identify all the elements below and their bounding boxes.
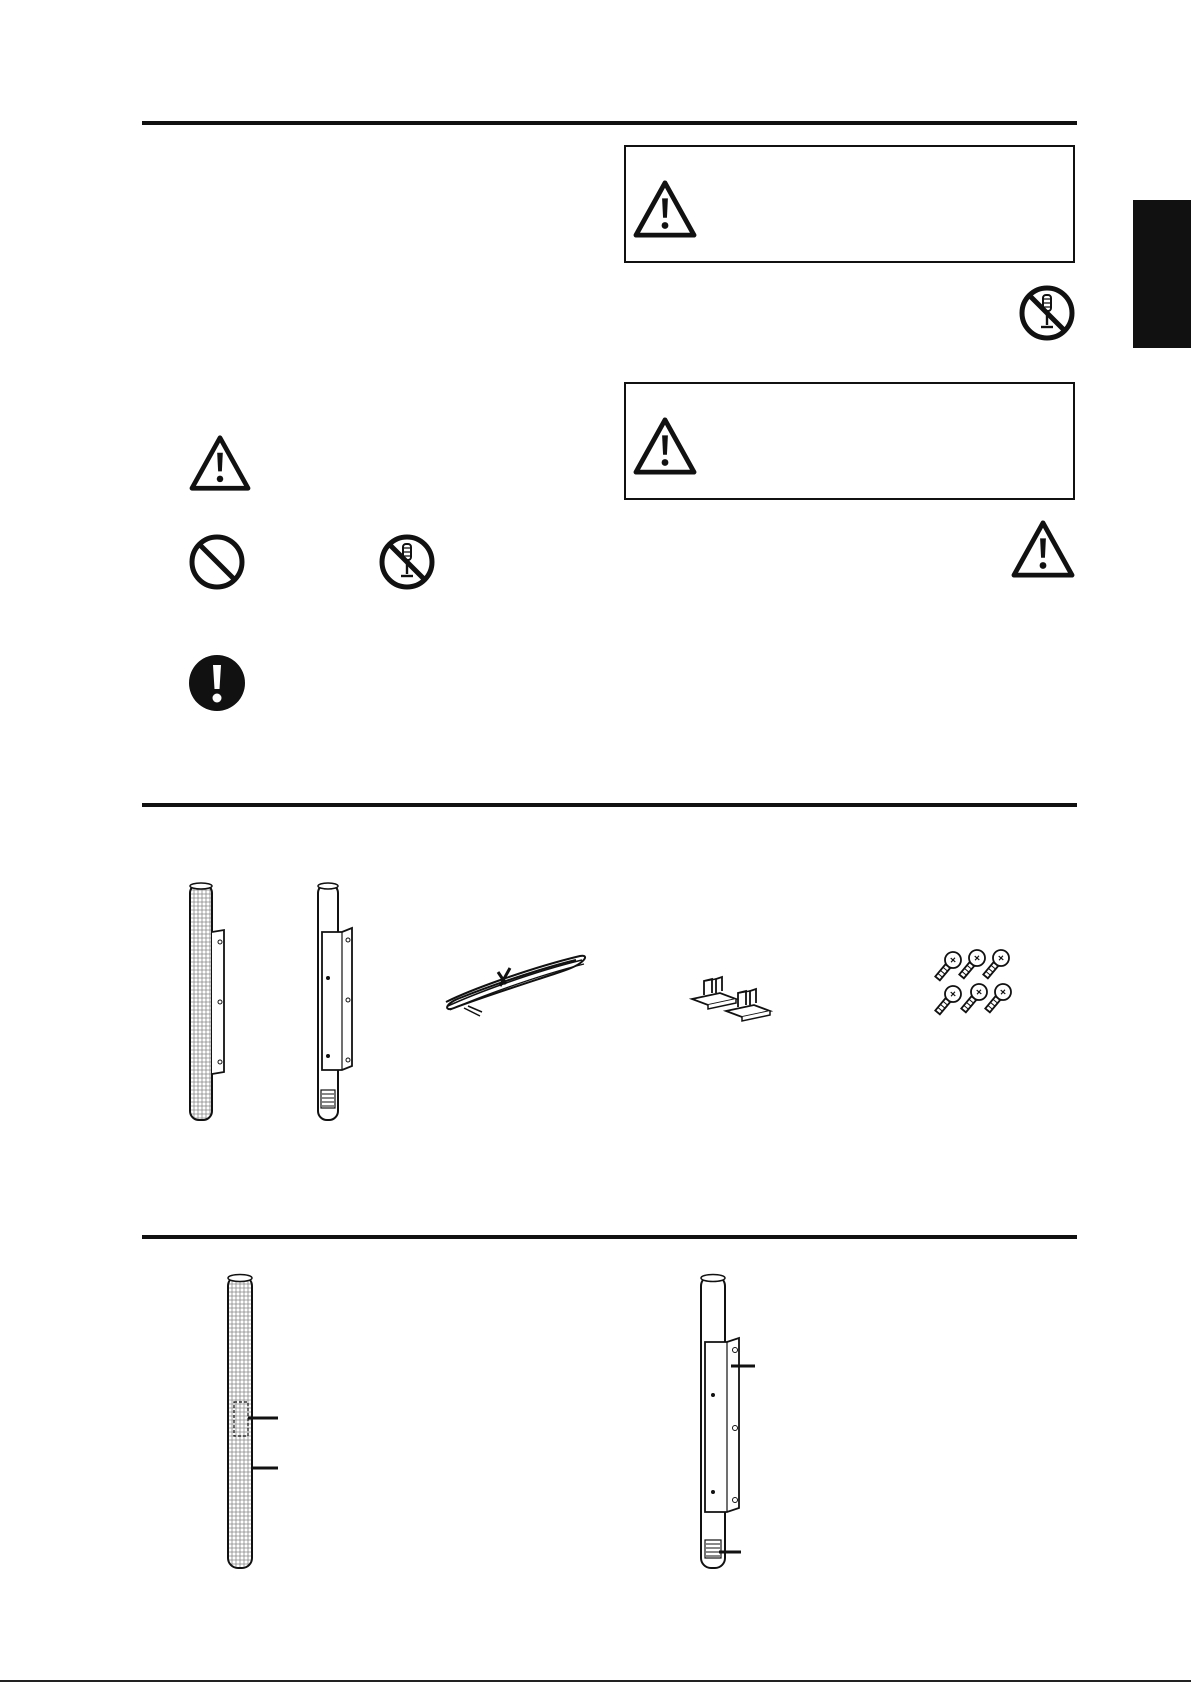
speaker-rear-parts xyxy=(695,1270,775,1575)
prohibited-icon xyxy=(189,534,245,590)
warning-triangle-icon xyxy=(188,434,252,492)
speaker-front-parts xyxy=(222,1270,292,1575)
caution-box xyxy=(624,382,1075,500)
speaker-cable xyxy=(440,950,590,1020)
section-rule-accessories xyxy=(142,803,1077,807)
warning-box xyxy=(624,145,1075,263)
warning-triangle-icon xyxy=(632,179,698,239)
mounting-screws xyxy=(935,950,1025,1025)
warning-triangle-icon xyxy=(632,416,698,476)
warning-triangle-icon xyxy=(1010,519,1076,579)
do-not-disassemble-icon xyxy=(1019,285,1075,341)
bracket-stands xyxy=(690,975,780,1025)
section-rule-safety xyxy=(142,121,1077,125)
speaker-rear-view xyxy=(308,880,368,1125)
language-side-tab xyxy=(1133,200,1191,348)
do-not-disassemble-icon xyxy=(379,534,435,590)
page-bottom-edge xyxy=(0,1680,1191,1682)
speaker-front-view xyxy=(180,880,240,1125)
section-rule-parts xyxy=(142,1235,1077,1239)
mandatory-action-icon xyxy=(189,655,245,711)
